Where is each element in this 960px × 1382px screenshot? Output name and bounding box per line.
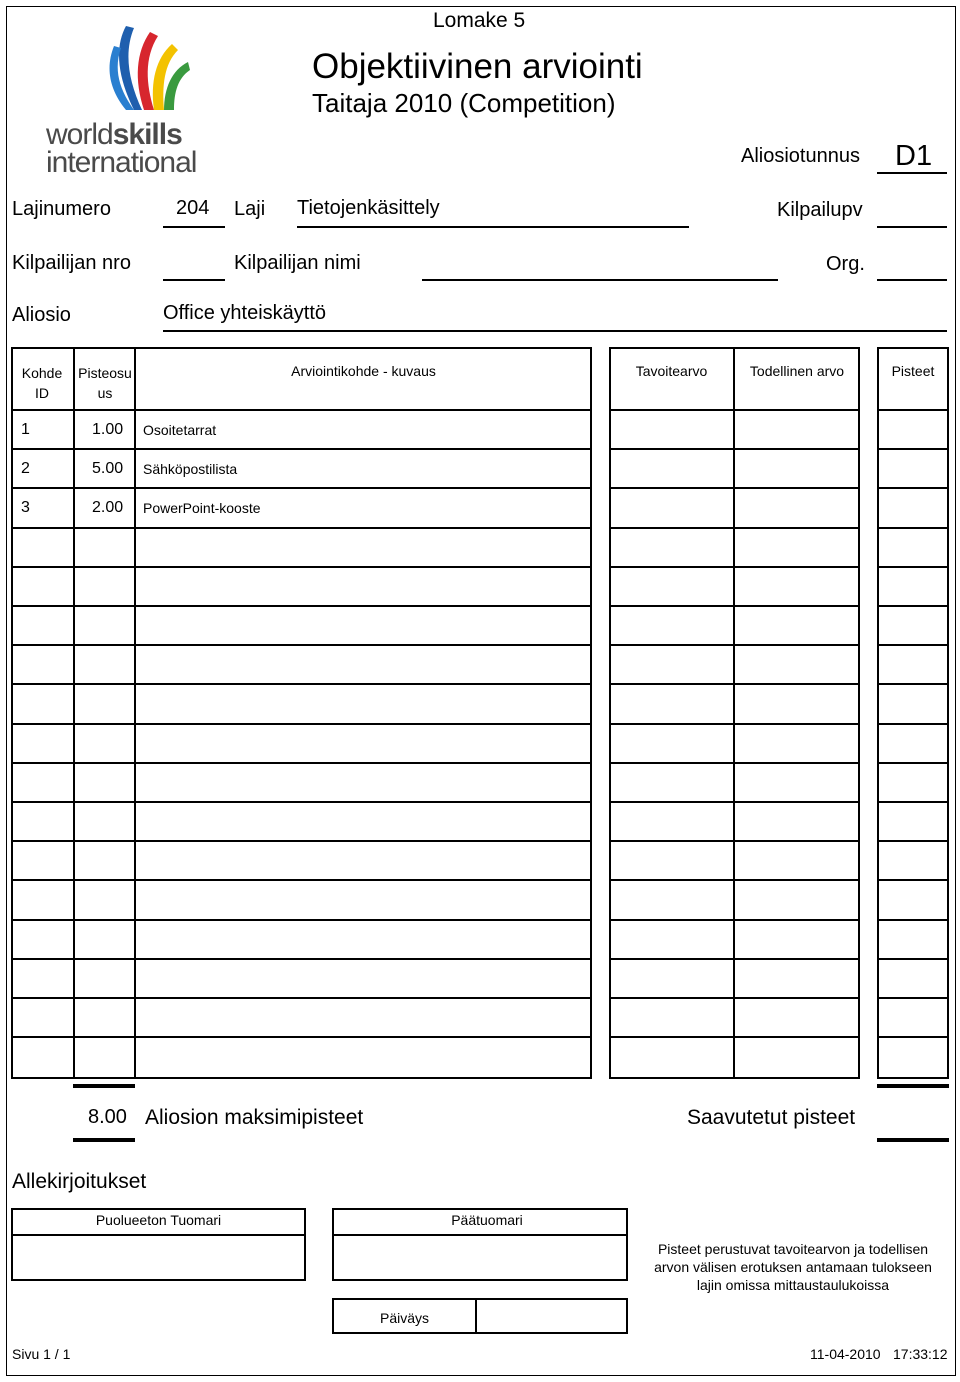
table-row-line [609,448,860,450]
col-divider-points [134,347,136,1079]
neutral-judge-divider [11,1234,306,1236]
aliosio-label: Aliosio [12,304,71,326]
table-row-line [877,409,949,411]
laji-label: Laji [234,198,266,220]
table-row-line [609,997,860,999]
table-row-line [609,487,860,489]
table-row-line [11,487,592,489]
kilpailupv-label: Kilpailupv [777,199,863,221]
table-row-line [609,762,860,764]
lajinumero-value: 204 [176,197,210,219]
worldskills-logo [22,18,197,179]
row-2-points: 5.00 [92,460,124,477]
laji-line [297,226,689,228]
table-row-line [11,448,592,450]
table-row-line [877,840,949,842]
table-row-line [877,527,949,529]
table-row-line [609,605,860,607]
aliosiotunnus-value: D1 [895,140,933,172]
max-points-double-line-top [73,1084,135,1088]
table-row-line [609,409,860,411]
table-row-line [877,762,949,764]
table-row-line [11,527,592,529]
table-row-line [877,997,949,999]
signatures-title: Allekirjoitukset [12,1170,147,1193]
row-2-id: 2 [21,460,30,477]
scoring-note: Pisteet perustuvat tavoitearvon ja todellisen arvon välisen erotuksen antamaan tulokseen lajin omissa mittaustaulukoissa [654,1241,932,1293]
laji-value: Tietojenkäsittely [297,197,440,219]
table-row-line [11,605,592,607]
table-row-line [609,801,860,803]
table-row-line [877,644,949,646]
kilpailijan-nro-label: Kilpailijan nro [12,252,131,274]
date-label: Päiväys [379,1310,430,1326]
date-divider [475,1298,477,1334]
table-row-line [877,566,949,568]
org-label: Org. [826,253,865,275]
header-kohde-id: Kohde ID [21,365,63,401]
table-row-line [877,448,949,450]
table-row-line [609,840,860,842]
aliosiotunnus-label: Aliosiotunnus [741,145,860,167]
aliosio-line [163,330,947,332]
kilpailijan-nro-field[interactable] [163,279,225,281]
table-row-line [609,683,860,685]
criteria-table-main [11,347,592,1079]
row-2-desc: Sähköpostilista [143,461,238,477]
table-row-line [609,566,860,568]
col-divider-id [73,347,75,1079]
kilpailupv-field[interactable] [877,226,947,228]
table-row-line [609,879,860,881]
logo-swoosh-icon [22,18,192,118]
table-row-line [877,801,949,803]
table-row-line [877,879,949,881]
footer-time: 17:33:12 [893,1346,948,1362]
chief-judge-label: Päätuomari [451,1212,523,1228]
max-points-value: 8.00 [88,1106,127,1128]
lajinumero-line [163,226,225,228]
table-row-line [609,527,860,529]
table-row-line [877,919,949,921]
table-row-line [11,840,592,842]
table-row-line [11,762,592,764]
row-3-id: 3 [21,499,30,516]
table-row-line [877,958,949,960]
table-row-line [609,644,860,646]
page-subtitle: Taitaja 2010 (Competition) [312,88,616,118]
table-row-line [609,919,860,921]
table-row-line [11,644,592,646]
table-row-line [11,879,592,881]
header-pisteet: Pisteet [891,363,935,379]
lajinumero-label: Lajinumero [12,198,111,220]
max-points-double-line-bottom [73,1138,135,1142]
row-1-id: 1 [21,421,30,438]
table-row-line [609,723,860,725]
max-points-label: Aliosion maksimipisteet [145,1106,364,1129]
col-divider-target [733,347,735,1079]
aliosio-value: Office yhteiskäyttö [163,302,327,324]
achieved-double-line-bottom[interactable] [877,1138,949,1142]
table-row-line [11,958,592,960]
table-row-line [877,605,949,607]
table-row-line [11,566,592,568]
criteria-table-points [877,347,949,1079]
row-1-desc: Osoitetarrat [143,422,217,438]
achieved-points-label: Saavutetut pisteet [687,1106,856,1129]
achieved-double-line-top [877,1084,949,1088]
header-kuvaus: Arviointikohde - kuvaus [291,363,436,379]
chief-judge-divider [332,1234,628,1236]
logo-text-line1: worldskills [46,118,182,151]
row-3-points: 2.00 [92,499,124,516]
row-1-points: 1.00 [92,421,124,438]
table-row-line [877,487,949,489]
table-row-line [11,801,592,803]
neutral-judge-label: Puolueeton Tuomari [95,1212,222,1228]
kilpailijan-nimi-field[interactable] [422,279,778,281]
table-row-line [11,997,592,999]
date-field[interactable] [478,1300,626,1332]
table-row-line [609,958,860,960]
kilpailijan-nimi-label: Kilpailijan nimi [234,252,361,274]
footer-date: 11-04-2010 [810,1346,881,1362]
header-pisteosuus: Pisteosu us [78,365,132,401]
footer-page: Sivu 1 / 1 [12,1346,71,1362]
header-tavoitearvo: Tavoitearvo [635,363,708,379]
table-row-line [11,1036,592,1038]
logo-text-line2: international [46,146,197,179]
row-3-desc: PowerPoint-kooste [143,500,261,516]
table-row-line [11,723,592,725]
page-title: Objektiivinen arviointi [312,47,643,86]
header-todellinen: Todellinen arvo [749,363,845,379]
org-field[interactable] [877,279,947,281]
table-row-line [11,683,592,685]
table-row-line [877,683,949,685]
table-row-line [609,1036,860,1038]
table-row-line [11,919,592,921]
aliosiotunnus-line [877,172,947,174]
table-row-line [877,723,949,725]
form-number: Lomake 5 [433,9,526,32]
table-row-line [877,1036,949,1038]
table-row-line [11,409,592,411]
